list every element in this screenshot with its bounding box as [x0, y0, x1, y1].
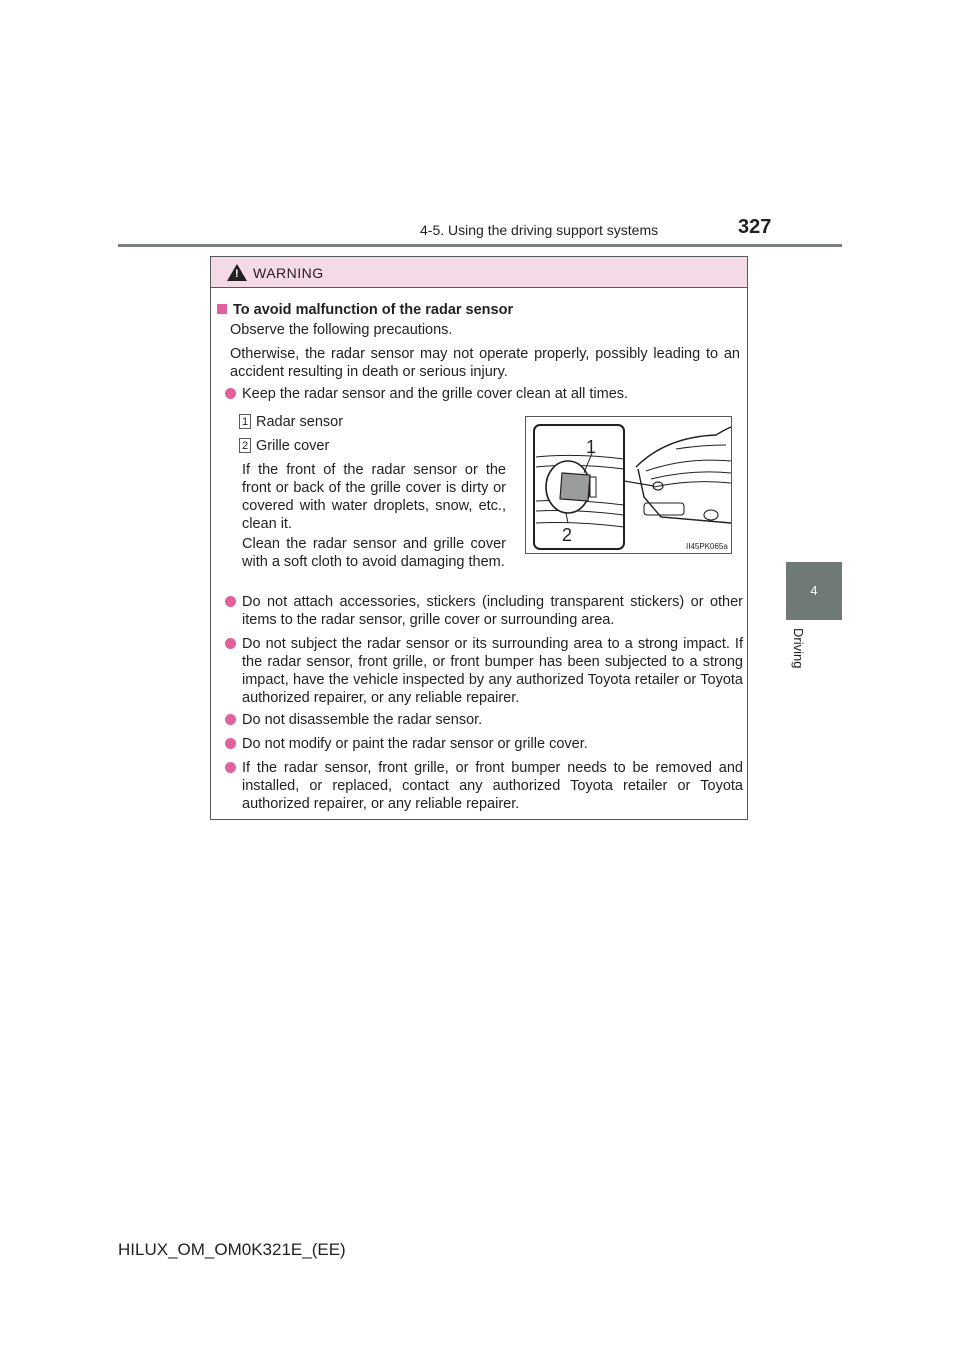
cleaning-note: If the front of the radar sensor or the front or back of the grille cover is dirty or covered with water droplets, snow, etc., clean it. — [242, 462, 506, 532]
number-badge: 1 — [239, 414, 251, 429]
callout-number: 2 — [562, 525, 573, 545]
footer-doc-id: HILUX_OM_OM0K321E_(EE) — [118, 1240, 346, 1259]
intro-text-2: Otherwise, the radar sensor may not operate properly, possibly leading to an accident resulting in death or serious injury. — [230, 346, 740, 380]
page-header — [0, 0, 960, 250]
number-badge: 2 — [239, 438, 251, 453]
warning-heading: To avoid malfunction of the radar sensor — [217, 301, 513, 319]
bullet-dot-icon — [225, 596, 236, 607]
section-title: 4-5. Using the driving support systems — [420, 222, 659, 238]
bullet-dot-icon — [225, 762, 236, 773]
warning-triangle-icon: ! — [227, 264, 247, 281]
page-number: 327 — [738, 216, 772, 238]
bullet-dot-icon — [225, 738, 236, 749]
header-rule — [118, 244, 842, 247]
bullet-dot-icon — [225, 638, 236, 649]
square-bullet-icon — [217, 304, 227, 314]
bullet-dot-icon — [225, 714, 236, 725]
warning-header — [211, 257, 747, 288]
intro-text: Observe the following precautions. — [230, 322, 453, 338]
bullet-dot-icon — [225, 388, 236, 399]
warning-title: WARNING — [253, 265, 324, 281]
illustration-code: II45PK065a — [686, 542, 728, 551]
chapter-label: Driving — [791, 628, 806, 669]
callout-number: 1 — [586, 437, 597, 457]
radar-sensor-illustration — [525, 416, 732, 554]
warning-box: ! WARNING To avoid malfunction of the radar sensor Observe the following precautions. Otherwise, the radar sensor may not operate properly, possibly leading to an accident resulting in death or serious injury. Keep the radar sensor and the grille cover clean at all times. 1 Radar sensor 2 Grille cover If the front of the radar sensor or the front or back of the grille cover is dirty or covered with water droplets, snow, etc., clean it. Clean the radar sensor and grille cover with a soft cloth to avoid damaging them. 1 2 II45PK065a Do not attach accessories, stickers (including transparent stickers) or other items to the radar sensor, grille cover or surrounding area. Do not subject the radar sensor or its surrounding area to a strong impact. If the radar sensor, front grille, or front bumper has been subjected to a strong impact, have the vehicle inspected by any authorized Toyota retailer or Toyota authorized repairer, or any reliable repairer. Do not disassemble the radar sensor. Do not modify or paint the radar sensor or grille cover. If the radar sensor, front grille, or front bumper needs to be removed and installed, or replaced, contact any authorized Toyota retailer or Toyota authorized repairer, or any reliable repairer. — [210, 256, 748, 820]
chapter-tab: 4 — [786, 562, 842, 620]
cleaning-note-2: Clean the radar sensor and grille cover with a soft cloth to avoid damaging them. — [242, 536, 506, 570]
vehicle-front-illustration — [526, 417, 731, 553]
